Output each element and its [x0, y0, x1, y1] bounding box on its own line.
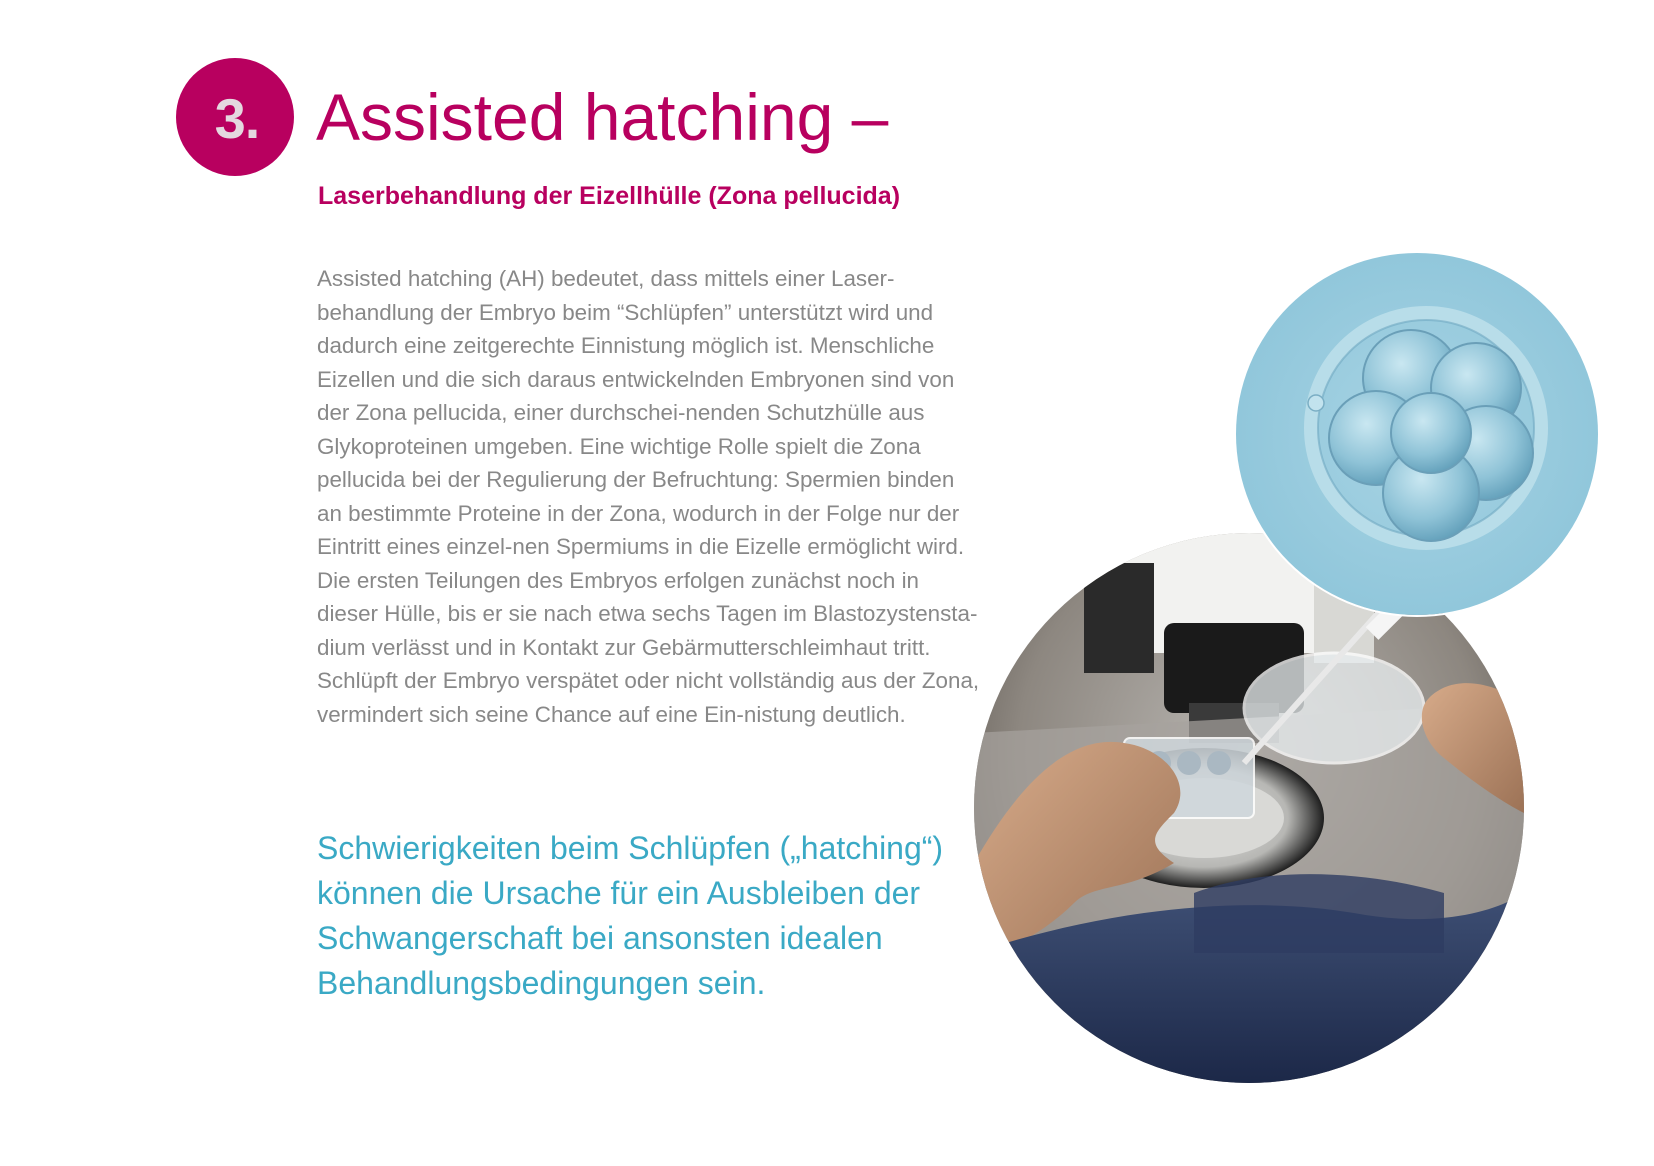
page-title: Assisted hatching –: [316, 80, 889, 154]
body-paragraph: Assisted hatching (AH) bedeutet, dass mittels einer Laser-behandlung der Embryo beim “Schlüpfen” unterstützt wird und dadurch eine zeitgerechte Einnistung möglich ist. Menschliche Eizellen und die sich daraus entwickelnden Embryonen sind von der Zona pellucida, einer durchschei-nenden Schutzhülle aus Glykoproteinen umgeben. Eine wichtige Rolle spielt die Zona pellucida bei der Regulierung der Befruchtung: Spermien binden an bestimmte Proteine in der Zona, wodurch in der Folge nur der Eintritt eines einzel-nen Spermiums in die Eizelle ermöglicht wird. Die ersten Teilungen des Embryos erfolgen zunächst noch in dieser Hülle, bis er sie nach etwa sechs Tagen im Blastozystensta-dium verlässt und in Kontakt zur Gebärmutterschleimhaut tritt. Schlüpft der Embryo verspätet oder nicht vollständig aus der Zona, vermindert sich seine Chance auf eine Ein-nistung deutlich.: [317, 266, 980, 727]
embryo-photo: [1236, 253, 1598, 615]
section-number: 3.: [214, 86, 260, 150]
section-number-badge: [176, 58, 294, 176]
laboratory-photo: [974, 533, 1524, 1083]
page-subtitle: Laserbehandlung der Eizellhülle (Zona pellucida): [318, 182, 901, 210]
highlight-quote: Schwierigkeiten beim Schlüpfen („hatching“) können die Ursache für ein Ausbleiben der Schwangerschaft bei ansonsten idealen Behandlungsbedingungen sein.: [317, 830, 944, 1001]
